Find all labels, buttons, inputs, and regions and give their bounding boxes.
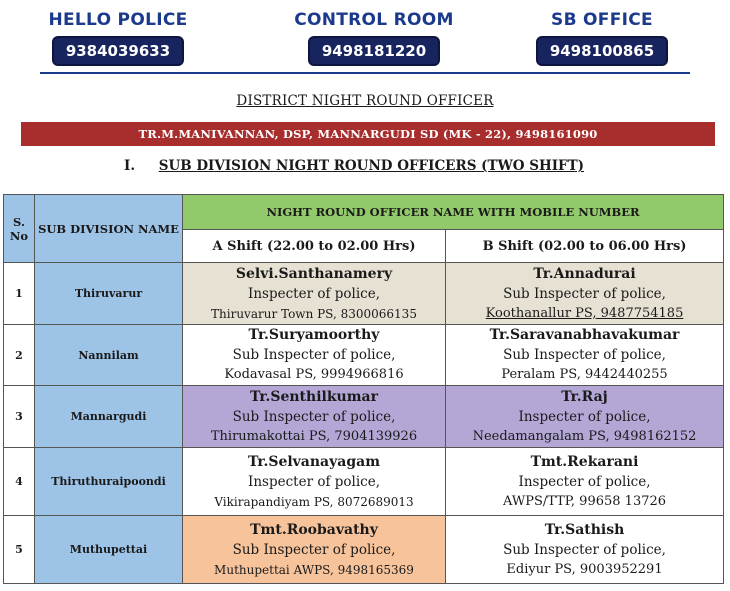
officer-station: Peralam PS, 9442440255: [501, 367, 668, 382]
officer-station: AWPS/TTP, 99658 13726: [502, 493, 667, 509]
officer-rank: Inspecter of police,: [248, 473, 380, 490]
row-subdivision: Nannilam: [35, 325, 183, 386]
officer-station: Needamangalam PS, 9498162152: [472, 428, 697, 444]
officer-name: Tr.Senthilkumar: [250, 388, 378, 405]
shift-b-officer: [446, 516, 724, 584]
night-round-table: [3, 194, 724, 584]
officer-rank: Sub Inspecter of police,: [232, 541, 396, 558]
header-divider: [40, 72, 690, 74]
header-subdivision: SUB DIVISION NAME: [35, 195, 183, 263]
shift-b-officer: [446, 448, 724, 516]
row-sno: 1: [4, 263, 35, 325]
officer-name: Tr.Sathish: [544, 521, 625, 538]
officer-name: Tr.Suryamoorthy: [248, 327, 380, 343]
table-row: [4, 516, 724, 584]
contact-hello-police: [18, 10, 218, 66]
row-sno: 4: [4, 448, 35, 516]
district-title: DISTRICT NIGHT ROUND OFFICER: [236, 93, 494, 109]
officer-name: Tr.Raj: [561, 388, 608, 405]
contact-control-room: [274, 10, 474, 66]
officer-rank: Inspecter of police,: [518, 408, 651, 425]
row-subdivision: Thiruthuraipoondi: [35, 448, 183, 516]
shift-a-officer: [183, 263, 446, 325]
officer-name: Tmt.Roobavathy: [250, 521, 378, 538]
contact-label: CONTROL ROOM: [294, 10, 454, 30]
contact-label: HELLO POLICE: [48, 10, 188, 30]
shift-b-officer: [446, 386, 724, 448]
officer-rank: Sub Inspecter of police,: [503, 347, 666, 363]
officer-name: Tr.Selvanayagam: [247, 453, 381, 470]
officer-name: Tr.Annadurai: [533, 265, 636, 282]
row-subdivision: Thiruvarur: [35, 263, 183, 325]
row-sno: 5: [4, 516, 35, 584]
section-heading: [124, 158, 684, 174]
table-row: [4, 263, 724, 325]
contact-sb-office: [502, 10, 702, 66]
contact-number: 9498100865: [536, 36, 668, 66]
header-officer-group: NIGHT ROUND OFFICER NAME WITH MOBILE NUMBER: [183, 195, 724, 230]
header-shift-b: B Shift (02.00 to 06.00 Hrs): [446, 230, 724, 263]
officer-rank: Sub Inspecter of police,: [503, 541, 666, 558]
officer-name: Tr.Saravanabhavakumar: [489, 327, 680, 343]
officer-name: Tmt.Rekarani: [530, 453, 639, 470]
header-shift-a: A Shift (22.00 to 02.00 Hrs): [183, 230, 446, 263]
officer-station: Kodavasal PS, 9994966816: [224, 367, 404, 382]
section-number: I.: [124, 158, 136, 174]
shift-a-officer: [183, 325, 446, 386]
row-sno: 2: [4, 325, 35, 386]
officer-rank: Sub Inspecter of police,: [232, 347, 396, 363]
contact-label: SB OFFICE: [551, 10, 653, 30]
officer-rank: Inspecter of police,: [518, 473, 651, 490]
officer-station: Vikirapandiyam PS, 8072689013: [214, 494, 414, 509]
header-sno: S. No: [4, 195, 35, 263]
contact-number: 9498181220: [308, 36, 440, 66]
officer-station: Thiruvarur Town PS, 8300066135: [211, 306, 417, 321]
contact-number: 9384039633: [52, 36, 184, 66]
officer-station: Muthupettai AWPS, 9498165369: [214, 562, 414, 577]
officer-station: Koothanallur PS, 9487754185: [485, 305, 684, 321]
row-sno: 3: [4, 386, 35, 448]
officer-station: Ediyur PS, 9003952291: [506, 561, 663, 577]
district-officer-banner: TR.M.MANIVANNAN, DSP, MANNARGUDI SD (MK - 22), 9498161090: [21, 122, 715, 146]
officer-rank: Sub Inspecter of police,: [503, 285, 666, 302]
row-subdivision: Muthupettai: [35, 516, 183, 584]
shift-b-officer: [446, 325, 724, 386]
officer-name: Selvi.Santhanamery: [235, 265, 393, 282]
section-title: SUB DIVISION NIGHT ROUND OFFICERS (TWO SHIFT): [158, 158, 585, 174]
shift-b-officer: [446, 263, 724, 325]
table-row: [4, 448, 724, 516]
helpline-contacts: [0, 0, 730, 72]
shift-a-officer: [183, 516, 446, 584]
officer-rank: Inspecter of police,: [248, 285, 380, 302]
officer-rank: Sub Inspecter of police,: [232, 408, 396, 425]
officer-station: Thirumakottai PS, 7904139926: [210, 428, 418, 444]
table-row: [4, 325, 724, 386]
shift-a-officer: [183, 386, 446, 448]
row-subdivision: Mannargudi: [35, 386, 183, 448]
shift-a-officer: [183, 448, 446, 516]
table-row: [4, 386, 724, 448]
